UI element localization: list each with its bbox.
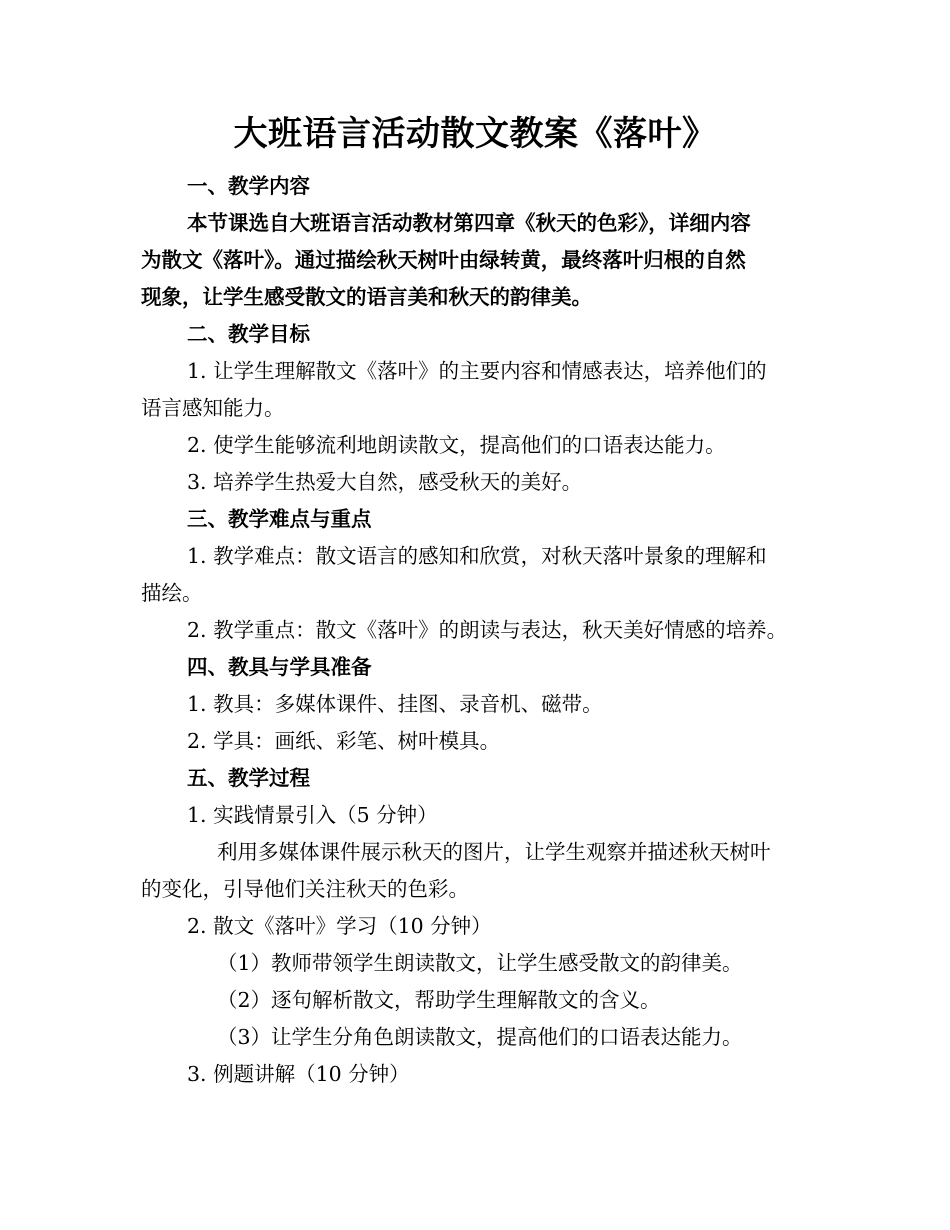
list-item: 3. 例题讲解（10 分钟） — [187, 1062, 410, 1086]
paragraph-line: 本节课选自大班语言活动教材第四章《秋天的色彩》，详细内容 — [187, 211, 751, 235]
list-item: 2. 散文《落叶》学习（10 分钟） — [187, 914, 492, 938]
section-heading-materials: 四、教具与学具准备 — [187, 655, 372, 679]
list-item-continuation: 描绘。 — [141, 581, 203, 605]
list-item: 3. 培养学生热爱大自然，感受秋天的美好。 — [187, 470, 583, 494]
list-item-continuation: 语言感知能力。 — [141, 396, 285, 420]
sub-list-item: （3）让学生分角色朗读散文，提高他们的口语表达能力。 — [217, 1025, 743, 1049]
paragraph-line: 现象，让学生感受散文的语言美和秋天的韵律美。 — [141, 285, 592, 309]
list-item: 1. 实践情景引入（5 分钟） — [187, 803, 438, 827]
list-item: 2. 教学重点：散文《落叶》的朗读与表达，秋天美好情感的培养。 — [187, 618, 788, 642]
sub-list-item: （2）逐句解析散文，帮助学生理解散文的含义。 — [217, 988, 661, 1012]
list-item: 2. 学具：画纸、彩笔、树叶模具。 — [187, 729, 501, 753]
list-item: 1. 让学生理解散文《落叶》的主要内容和情感表达，培养他们的 — [187, 359, 767, 383]
section-heading-content: 一、教学内容 — [187, 174, 310, 198]
list-item: 2. 使学生能够流利地朗读散文，提高他们的口语表达能力。 — [187, 433, 726, 457]
section-heading-goals: 二、教学目标 — [187, 322, 310, 346]
document-title: 大班语言活动散文教案《落叶》 — [233, 114, 717, 154]
paragraph-line: 的变化，引导他们关注秋天的色彩。 — [141, 877, 469, 901]
list-item: 1. 教具：多媒体课件、挂图、录音机、磁带。 — [187, 692, 603, 716]
sub-list-item: （1）教师带领学生朗读散文，让学生感受散文的韵律美。 — [217, 951, 743, 975]
paragraph-line: 为散文《落叶》。通过描绘秋天树叶由绿转黄，最终落叶归根的自然 — [141, 248, 746, 272]
section-heading-process: 五、教学过程 — [187, 766, 310, 790]
list-item: 1. 教学难点：散文语言的感知和欣赏，对秋天落叶景象的理解和 — [187, 544, 767, 568]
paragraph-line: 利用多媒体课件展示秋天的图片，让学生观察并描述秋天树叶 — [217, 840, 771, 864]
section-heading-difficulties: 三、教学难点与重点 — [187, 507, 372, 531]
